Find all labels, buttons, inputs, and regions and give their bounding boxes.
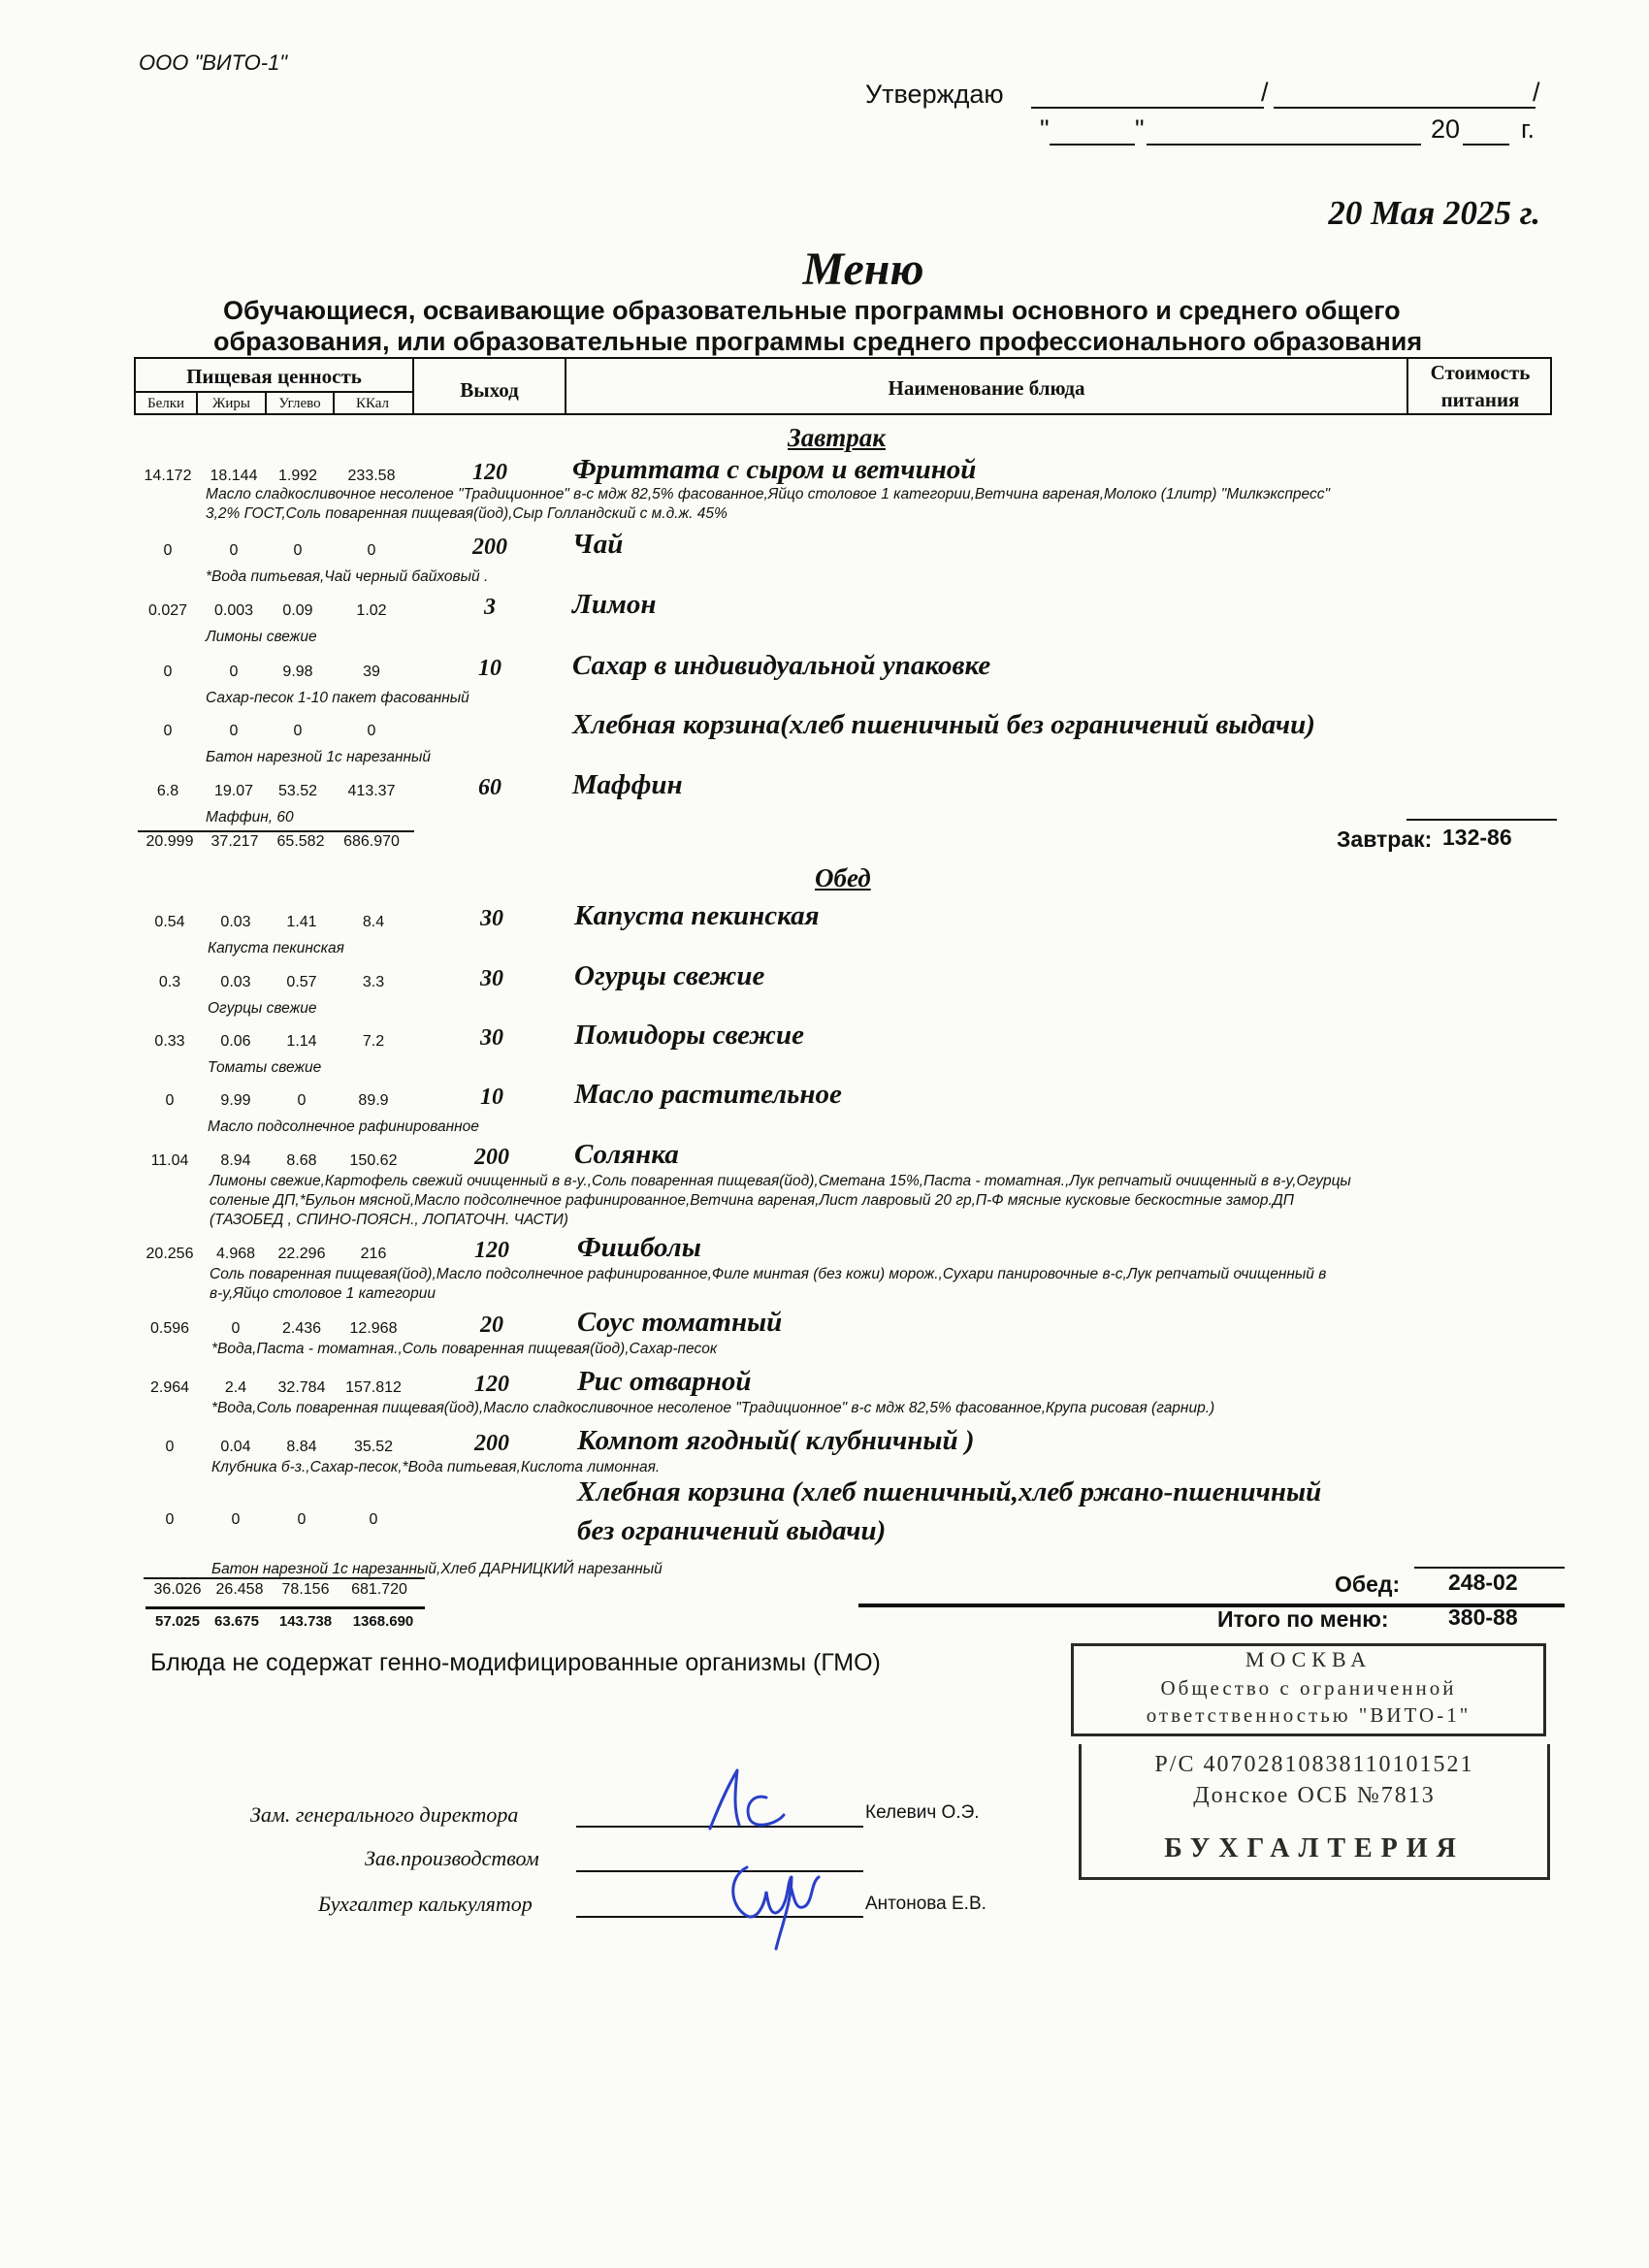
dish-ingredients: Сахар-песок 1-10 пакет фасованный [206, 690, 469, 706]
dish-fat: 0.03 [220, 974, 251, 990]
dish-ingredients: Масло подсолнечное рафинированное [208, 1118, 479, 1135]
approve-quote-close: " [1135, 114, 1145, 144]
lunch-total-line [144, 1577, 425, 1579]
dish-name: Хлебная корзина (хлеб пшеничный,хлеб ржано-пшеничный [577, 1476, 1322, 1507]
stamp-account: Р/С 40702810838110101521 [1154, 1752, 1474, 1777]
dish-ingredients: в-у,Яйцо столовое 1 категории [210, 1285, 436, 1302]
breakfast-section-title: Завтрак [788, 423, 886, 452]
dish-carbs: 22.296 [277, 1246, 326, 1262]
subtitle-line-1: Обучающиеся, осваивающие образовательные программы основного и среднего общего [223, 296, 1401, 325]
dish-ingredients: Огурцы свежие [208, 1000, 317, 1017]
dish-name: Помидоры свежие [574, 1020, 804, 1051]
dish-kcal: 0 [367, 723, 376, 739]
dish-name: Лимон [572, 589, 657, 620]
header-kcal: ККал [355, 396, 390, 411]
company-name: ООО "ВИТО-1" [139, 50, 288, 75]
dish-ingredients: *Вода питьевая,Чай черный байховый . [206, 568, 489, 585]
dish-carbs: 8.68 [286, 1152, 317, 1169]
dish-protein: 0 [163, 664, 173, 680]
dish-yield: 60 [478, 775, 501, 800]
header-carbs: Углево [278, 396, 321, 411]
approve-day-line [1050, 144, 1135, 146]
dish-name: Хлебная корзина(хлеб пшеничный без ограничений выдачи) [572, 709, 1315, 740]
dish-kcal: 0 [367, 542, 376, 559]
dish-name: Рис отварной [577, 1366, 752, 1397]
dish-name: Солянка [574, 1139, 679, 1170]
dish-fat: 8.94 [220, 1152, 251, 1169]
dish-protein: 0.596 [149, 1320, 190, 1337]
header-dish-name: Наименование блюда [888, 376, 1085, 400]
handwritten-signature-director [698, 1761, 795, 1838]
dish-name: Соус томатный [577, 1307, 783, 1338]
dish-protein: 0 [165, 1439, 175, 1455]
handwritten-signature-accountant [718, 1848, 844, 1955]
grand-total-kcal: 1368.690 [352, 1613, 414, 1630]
dish-carbs: 32.784 [277, 1379, 326, 1396]
dish-fat: 19.07 [213, 783, 254, 799]
breakfast-total-kcal: 686.970 [343, 833, 400, 850]
dish-fat: 0 [229, 664, 239, 680]
dish-fat: 0.03 [220, 914, 251, 930]
approve-year-suffix: г. [1521, 114, 1536, 144]
dish-kcal: 157.812 [345, 1379, 402, 1396]
dish-protein: 0.027 [147, 602, 188, 619]
dish-carbs: 9.98 [282, 664, 313, 680]
dish-carbs: 0.57 [286, 974, 317, 990]
dish-fat: 0 [229, 542, 239, 559]
breakfast-total-carbs: 65.582 [276, 833, 325, 850]
dish-carbs: 1.14 [286, 1033, 317, 1050]
dish-fat: 0.04 [220, 1439, 251, 1455]
grand-total-carbs: 143.738 [278, 1613, 333, 1630]
grand-total-fat: 63.675 [214, 1613, 259, 1630]
stamp-city: МОСКВА [1245, 1647, 1373, 1671]
dish-ingredients: Капуста пекинская [208, 940, 344, 956]
breakfast-cost-value: 132-86 [1442, 825, 1512, 850]
dish-yield: 200 [474, 1431, 509, 1456]
dish-yield: 120 [472, 460, 507, 485]
approve-year-prefix: 20 [1431, 114, 1461, 144]
dish-ingredients: *Вода,Паста - томатная.,Соль поваренная пищевая(йод),Сахар-песок [211, 1341, 718, 1357]
dish-carbs: 0 [297, 1092, 307, 1109]
signature-role-production: Зав.производством [365, 1846, 539, 1870]
approve-year-line [1463, 144, 1509, 146]
dish-kcal: 35.52 [353, 1439, 394, 1455]
header-yield: Выход [460, 378, 519, 402]
approve-name-line [1274, 107, 1536, 109]
dish-yield: 200 [472, 535, 507, 560]
dish-name: Фриттата с сыром и ветчиной [572, 454, 977, 485]
menu-date: 20 Мая 2025 г. [1328, 194, 1540, 232]
dish-fat: 0 [229, 723, 239, 739]
dish-carbs: 1.992 [277, 468, 318, 484]
dish-ingredients: Батон нарезной 1с нарезанный,Хлеб ДАРНИЦКИЙ нарезанный [211, 1561, 663, 1577]
dish-yield: 120 [474, 1372, 509, 1397]
signature-role-director: Зам. генерального директора [250, 1802, 519, 1827]
approve-label: Утверждаю [865, 80, 1004, 109]
header-fat: Жиры [211, 396, 251, 411]
dish-ingredients: Лимоны свежие,Картофель свежий очищенный в в-у.,Соль поваренная пищевая(йод),Сметана 15%,Паста - томатная.,Лук репчатый очищенный в в-у,Огурцы [210, 1173, 1351, 1189]
stamp-company-line-2: ответственностью "ВИТО-1" [1146, 1703, 1471, 1727]
dish-ingredients: Маффин, 60 [206, 809, 294, 826]
dish-carbs: 0.09 [282, 602, 313, 619]
dish-fat: 0.003 [213, 602, 254, 619]
dish-name: Маффин [572, 769, 683, 800]
dish-kcal: 89.9 [358, 1092, 389, 1109]
dish-name: Масло растительное [574, 1079, 842, 1110]
dish-name: Компот ягодный( клубничный ) [577, 1425, 975, 1456]
dish-protein: 20.256 [146, 1246, 194, 1262]
dish-name: Фишболы [577, 1232, 701, 1263]
lunch-total-carbs: 78.156 [281, 1581, 330, 1598]
page-title: Меню [802, 243, 924, 295]
header-protein: Белки [146, 396, 185, 411]
dish-protein: 0.3 [158, 974, 181, 990]
lunch-cost-line [1414, 1567, 1565, 1569]
subtitle-line-2: образования, или образовательные программы среднего профессионального образования [213, 327, 1423, 356]
dish-kcal: 216 [360, 1246, 387, 1262]
dish-yield: 10 [478, 656, 501, 681]
approve-slash-1: / [1261, 78, 1269, 107]
breakfast-total-protein: 20.999 [146, 833, 194, 850]
dish-carbs: 8.84 [286, 1439, 317, 1455]
table-header [134, 357, 1552, 415]
header-cost-2: питания [1440, 388, 1520, 411]
dish-kcal: 7.2 [362, 1033, 385, 1050]
approve-slash-2: / [1533, 78, 1540, 107]
dish-ingredients: Батон нарезной 1с нарезанный [206, 749, 432, 765]
dish-ingredients: Томаты свежие [208, 1059, 322, 1076]
dish-ingredients: соленые ДП,*Бульон мясной,Масло подсолнечное рафинированное,Ветчина вареная,Лист лавровый 20 гр,П-Ф мясные кусковые бескостные замор.ДП [210, 1192, 1294, 1209]
dish-kcal: 233.58 [347, 468, 396, 484]
dish-yield: 30 [480, 906, 503, 931]
lunch-section-title: Обед [815, 863, 871, 892]
dish-kcal: 150.62 [349, 1152, 398, 1169]
dish-yield: 30 [480, 1025, 503, 1051]
dish-kcal: 3.3 [362, 974, 385, 990]
dish-ingredients: Соль поваренная пищевая(йод),Масло подсолнечное рафинированное,Филе минтая (без кожи) морож.,Сухари панировочные в-с,Лук репчатый очищенный в [210, 1266, 1327, 1282]
dish-fat: 9.99 [220, 1092, 251, 1109]
breakfast-cost-label: Завтрак: [1337, 826, 1433, 852]
dish-protein: 0.54 [154, 914, 185, 930]
dish-fat: 4.968 [215, 1246, 256, 1262]
signature-role-accountant: Бухгалтер калькулятор [318, 1892, 533, 1916]
lunch-total-protein: 36.026 [153, 1581, 202, 1598]
dish-protein: 0.33 [154, 1033, 185, 1050]
approve-quote-open: " [1040, 114, 1050, 144]
dish-protein: 11.04 [150, 1152, 189, 1169]
stamp-department: БУХГАЛТЕРИЯ [1164, 1833, 1465, 1863]
breakfast-cost-line [1406, 819, 1557, 821]
lunch-cost-value: 248-02 [1448, 1570, 1518, 1595]
signature-name-accountant: Антонова Е.В. [865, 1894, 986, 1914]
dish-fat: 18.144 [210, 468, 258, 484]
lunch-cost-label: Обед: [1335, 1571, 1401, 1597]
dish-kcal: 39 [363, 664, 380, 680]
dish-ingredients: Лимоны свежие [206, 629, 317, 645]
dish-carbs: 53.52 [277, 783, 318, 799]
grand-total-cost: 380-88 [1448, 1604, 1518, 1630]
dish-kcal: 1.02 [356, 602, 387, 619]
dish-protein: 0 [163, 542, 173, 559]
dish-ingredients: 3,2% ГОСТ,Соль поваренная пищевая(йод),Сыр Голландский с м.д.ж. 45% [206, 505, 728, 522]
dish-protein: 0 [165, 1092, 175, 1109]
dish-name: Чай [572, 529, 624, 560]
breakfast-total-line [138, 830, 414, 832]
dish-name: Сахар в индивидуальной упаковке [572, 650, 991, 681]
approve-month-line [1147, 144, 1421, 146]
dish-protein: 6.8 [156, 783, 179, 799]
dish-protein: 0 [163, 723, 173, 739]
dish-carbs: 0 [297, 1511, 307, 1528]
header-nutrition: Пищевая ценность [186, 365, 362, 388]
dish-carbs: 2.436 [281, 1320, 322, 1337]
dish-ingredients: *Вода,Соль поваренная пищевая(йод),Масло сладкосливочное несоленое "Традиционное" в-с мдж 82,5% фасованное,Крупа рисовая (гарнир.) [211, 1400, 1215, 1416]
grand-total-line [146, 1606, 425, 1609]
dish-yield: 120 [474, 1238, 509, 1263]
stamp-bank: Донское ОСБ №7813 [1193, 1783, 1436, 1808]
grand-total-label: Итого по меню: [1217, 1606, 1389, 1632]
dish-yield: 3 [484, 595, 496, 620]
dish-carbs: 1.41 [286, 914, 317, 930]
dish-yield: 10 [480, 1085, 503, 1110]
dish-protein: 2.964 [149, 1379, 190, 1396]
dish-ingredients: Масло сладкосливочное несоленое "Традиционное" в-с мдж 82,5% фасованное,Яйцо столовое 1 категории,Ветчина вареная,Молоко (1литр) "Милкэкспресс" [206, 486, 1330, 502]
dish-yield: 200 [474, 1145, 509, 1170]
dish-fat: 0.06 [220, 1033, 251, 1050]
dish-yield: 20 [480, 1312, 503, 1338]
dish-kcal: 413.37 [347, 783, 396, 799]
dish-carbs: 0 [293, 542, 303, 559]
header-cost-1: Стоимость [1430, 361, 1531, 384]
lunch-total-kcal: 681.720 [351, 1581, 407, 1598]
dish-carbs: 0 [293, 723, 303, 739]
dish-kcal: 8.4 [362, 914, 385, 930]
dish-fat: 0 [231, 1511, 241, 1528]
lunch-total-fat: 26.458 [215, 1581, 264, 1598]
dish-name: Огурцы свежие [574, 960, 765, 991]
stamp-company-line-1: Общество с ограниченной [1160, 1676, 1457, 1700]
gmo-note: Блюда не содержат генно-модифицированные организмы (ГМО) [150, 1649, 881, 1676]
dish-yield: 30 [480, 966, 503, 991]
dish-protein: 0 [165, 1511, 175, 1528]
approve-signature-line [1031, 107, 1264, 109]
signature-name-director: Келевич О.Э. [865, 1802, 980, 1823]
dish-ingredients: (ТАЗОБЕД , СПИНО-ПОЯСН., ЛОПАТОЧН. ЧАСТИ) [210, 1212, 568, 1228]
dish-ingredients: Клубника б-з.,Сахар-песок,*Вода питьевая,Кислота лимонная. [211, 1459, 661, 1475]
dish-kcal: 0 [369, 1511, 378, 1528]
dish-name: Капуста пекинская [574, 900, 820, 931]
dish-kcal: 12.968 [349, 1320, 398, 1337]
dish-protein: 14.172 [144, 468, 192, 484]
breakfast-total-fat: 37.217 [210, 833, 259, 850]
grand-total-protein: 57.025 [155, 1613, 200, 1630]
dish-fat: 2.4 [224, 1379, 247, 1396]
dish-fat: 0 [231, 1320, 241, 1337]
dish-name-continued: без ограничений выдачи) [577, 1515, 887, 1546]
company-stamp [1071, 1643, 1550, 1882]
